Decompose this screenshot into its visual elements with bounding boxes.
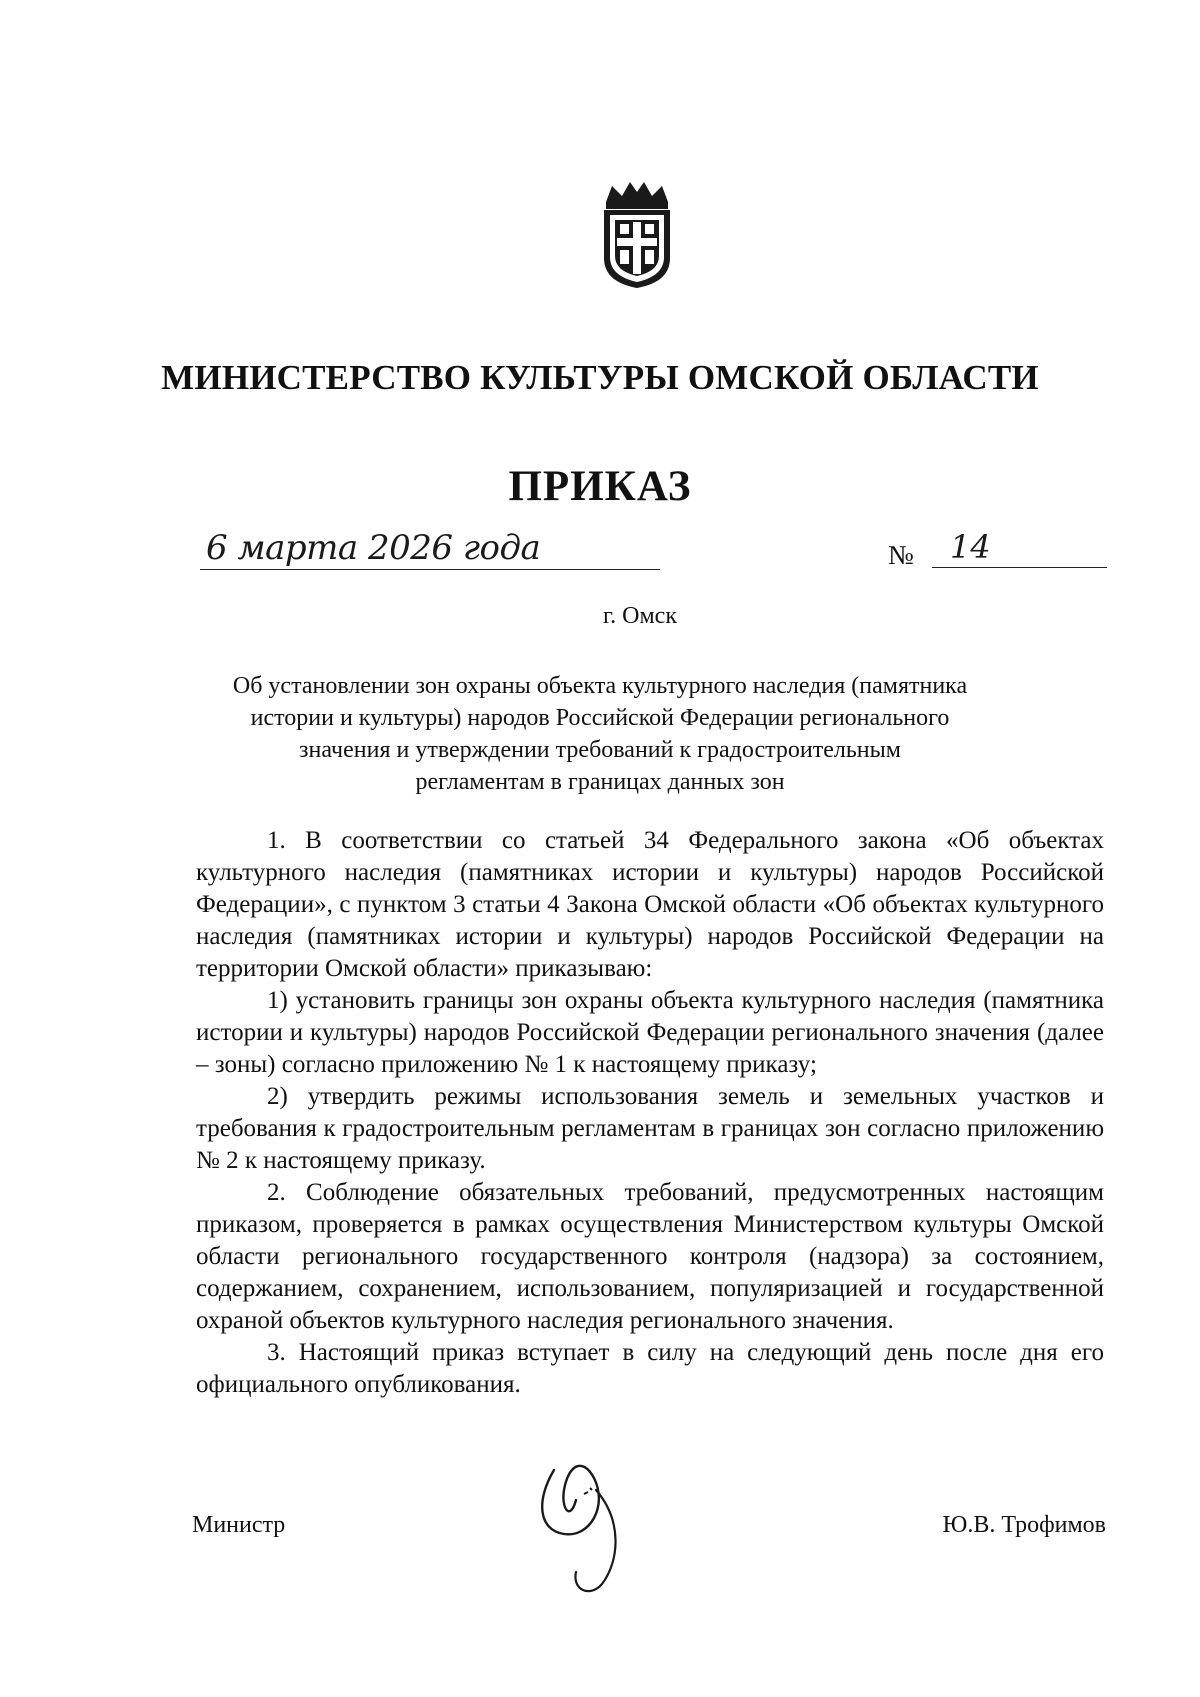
subject-line: регламентам в границах данных зон — [415, 769, 785, 795]
clause-1: 1. В соответствии со статьей 34 Федерального закона «Об объектах культурного наследия (памятниках истории и культуры) народов Российской Федерации», с пунктом 3 статьи 4 Закона Омской области «Об объектах культурного наследия (памятниках истории и культуры) народов Российской Федерации на территории Омской области» приказываю: — [196, 827, 1104, 982]
order-body — [196, 825, 1104, 1401]
ministry-name: МИНИСТЕРСТВО КУЛЬТУРЫ ОМСКОЙ ОБЛАСТИ — [161, 358, 1039, 397]
number-underline — [932, 567, 1107, 568]
number-label: № — [888, 540, 914, 570]
subject-line: значения и утверждении требований к градостроительным — [299, 737, 901, 763]
date-field — [200, 528, 660, 574]
coat-of-arms-icon — [596, 180, 678, 290]
date-underline — [200, 569, 660, 570]
subject-line: Об установлении зон охраны объекта культурного наследия (памятника — [232, 673, 968, 699]
subject-line: истории и культуры) народов Российской Федерации регионального — [250, 705, 950, 731]
clause-2: 2. Соблюдение обязательных требований, предусмотренных настоящим приказом, проверяется в рамках осуществления Министерством культуры Омской области регионального государственного контроля (надзора) за состоянием, содержанием, сохранением, использованием, популяризацией и государственной охраной объектов культурного наследия регионального значения. — [196, 1179, 1104, 1334]
order-subject — [200, 670, 1000, 798]
signatory-name: Ю.В. Трофимов — [942, 1512, 1106, 1538]
number-field — [932, 528, 1107, 572]
document-type-title: ПРИКАЗ — [508, 463, 692, 510]
clause-1-2: 2) утвердить режимы использования земель и земельных участков и требования к градостроительным регламентам в границах зон согласно приложению № 2 к настоящему приказу. — [196, 1083, 1104, 1174]
clause-1-1: 1) установить границы зон охраны объекта культурного наследия (памятника истории и культуры) народов Российской Федерации регионального значения (далее – зоны) согласно приложению № 1 к настоящему приказу; — [196, 987, 1104, 1078]
signatory-title: Министр — [192, 1512, 286, 1538]
handwritten-signature-icon — [524, 1430, 634, 1600]
clause-3: 3. Настоящий приказ вступает в силу на следующий день после дня его официального опубликования. — [196, 1339, 1104, 1398]
handwritten-number: 14 — [950, 528, 991, 566]
city: г. Омск — [603, 603, 677, 629]
handwritten-date: 6 марта 2026 года — [206, 528, 541, 568]
